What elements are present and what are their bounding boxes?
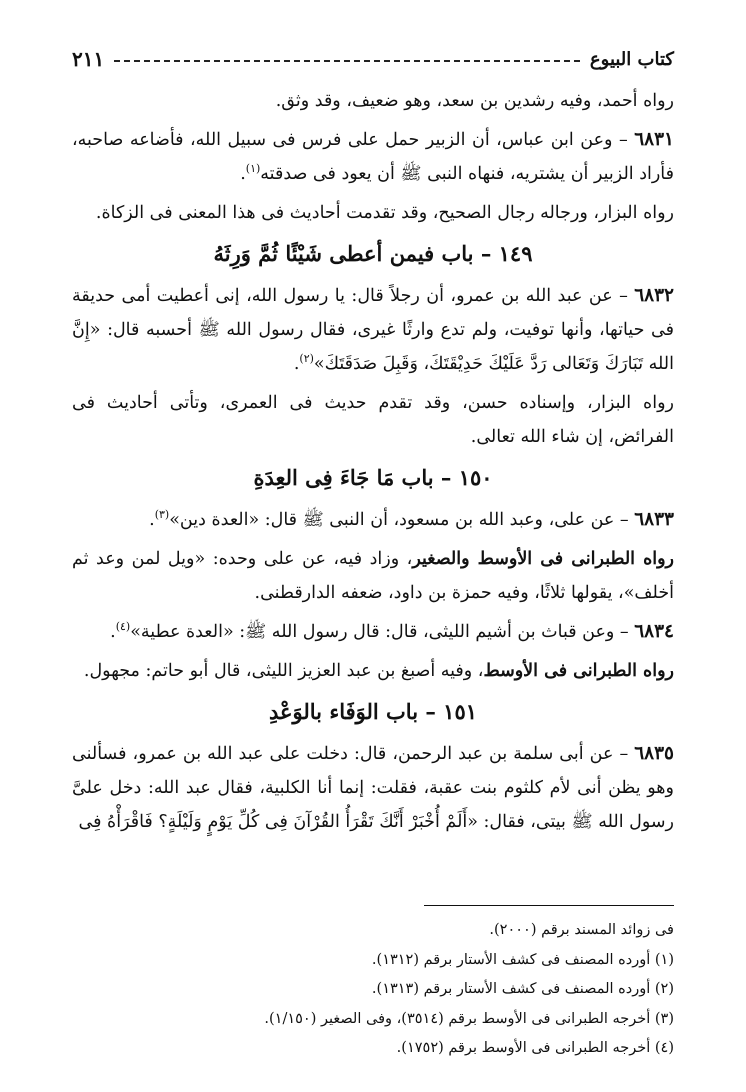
footnote: (١) أورده المصنف فى كشف الأستار برقم (١٣١٢). bbox=[371, 951, 674, 968]
footnote-ref: (٣) bbox=[154, 508, 170, 522]
footnotes bbox=[72, 905, 674, 1064]
running-header bbox=[72, 44, 674, 74]
paragraph: رواه الطبرانى فى الأوسط والصغير، وزاد فيه، عن على وحده: «ويل لمن وعد ثم أخلف»، يقولها ثلاثًا، وفيه حمزة بن داود، ضعفه الدارقطنى. bbox=[72, 549, 675, 603]
footnote-ref: (٢) bbox=[299, 352, 314, 366]
footnote: (٣) أخرجه الطبرانى فى الأوسط برقم (٣٥١٤)، وفى الصغير (١/١٥٠). bbox=[264, 1010, 674, 1027]
hadith-number: ٦٨٣٤ bbox=[634, 621, 674, 642]
page-number: ٢١١ bbox=[72, 47, 105, 71]
footnote: (٢) أورده المصنف فى كشف الأستار برقم (١٣١٣). bbox=[371, 981, 674, 997]
hadith-number: ٦٨٣٢ bbox=[634, 285, 674, 306]
chapter-heading-151: ١٥١ – باب الوَفَاء بالوَعْدِ bbox=[268, 699, 478, 724]
hadith-6832: ٦٨٣٢ – عن عبد الله بن عمرو، أن رجلاً قال: يا رسول الله، إنى أعطيت أمى حديقة فى حياتها، وأنها توفيت، ولم تدع وارثًا غيرى، فقال رسول الله ﷺ أحسبه قال: «إِنَّ الله تَبَارَكَ وَتَعَالى رَدَّ عَلَيْكَ حَدِيْقَتَكَ، وَقَبِلَ صَدَقَتَكَ»$^{(٢)}$. bbox=[72, 285, 674, 374]
main-text bbox=[72, 84, 674, 844]
footnote: (٤) أخرجه الطبرانى فى الأوسط برقم (١٧٥٢). bbox=[396, 1040, 674, 1056]
book-title: كتاب البيوع bbox=[589, 48, 674, 70]
paragraph: رواه البزار، ورجاله رجال الصحيح، وقد تقدمت أحاديث فى هذا المعنى فى الزكاة. bbox=[95, 203, 674, 223]
paragraph: رواه أحمد، وفيه رشدين بن سعد، وهو ضعيف، وقد وثق. bbox=[275, 91, 674, 111]
hadith-number: ٦٨٣٥ bbox=[634, 743, 674, 764]
footnote-ref: (٤) bbox=[115, 620, 131, 634]
hadith-6831: ٦٨٣١ – وعن ابن عباس، أن الزبير حمل على فرس فى سبيل الله، فأضاعه صاحبه، فأراد الزبير أن يشتريه، فنهاه النبى ﷺ أن يعود فى صدقته$^{(١)}$. bbox=[72, 129, 674, 184]
hadith-number: ٦٨٣١ bbox=[634, 129, 674, 150]
source-citation: رواه الطبرانى فى الأوسط bbox=[483, 661, 674, 681]
footnote: فى زوائد المسند برقم (٢٠٠٠). bbox=[489, 922, 674, 938]
chapter-heading-149: ١٤٩ – باب فيمن أعطى شَيْئًا ثُمَّ وَرِثَهُ bbox=[213, 241, 533, 266]
hadith-number: ٦٨٣٣ bbox=[634, 509, 674, 530]
chapter-heading-150: ١٥٠ – باب مَا جَاءَ فِى العِدَةِ bbox=[253, 465, 493, 490]
paragraph: رواه البزار، وإسناده حسن، وقد تقدم حديث فى العمرى، وتأتى أحاديث فى الفرائض، إن شاء الله تعالى. bbox=[72, 393, 674, 447]
hadith-6835: ٦٨٣٥ – عن أبى سلمة بن عبد الرحمن، قال: دخلت على عبد الله بن عمرو، فسألنى وهو يظن أنى لأم كلثوم بنت عقبة، فقلت: إنما أنا الكلبية، فقال عبد الله: دخل علىَّ رسول الله ﷺ بيتى، فقال: «أَلَمْ أُخْبَرْ أَنَّكَ تَقْرَأُ القُرْآنَ فِى كُلِّ يَوْمٍ وَلَيْلَةٍ؟ فَاقْرَأْهُ فِى bbox=[72, 743, 674, 832]
paragraph: رواه الطبرانى فى الأوسط، وفيه أصبغ بن عبد العزيز الليثى، قال أبو حاتم: مجهول. bbox=[83, 661, 674, 681]
source-citation: رواه الطبرانى فى الأوسط والصغير bbox=[412, 549, 675, 569]
header-dashed-rule bbox=[114, 60, 580, 62]
hadith-6833: ٦٨٣٣ – عن على، وعبد الله بن مسعود، أن النبى ﷺ قال: «العدة دين»$^{(٣)}$. bbox=[149, 508, 674, 530]
footnote-rule bbox=[424, 905, 674, 906]
footnote-ref: (١) bbox=[245, 162, 261, 176]
hadith-6834: ٦٨٣٤ – وعن قباث بن أشيم الليثى، قال: قال رسول الله ﷺ: «العدة عطية»$^{(٤)}$. bbox=[110, 620, 674, 642]
